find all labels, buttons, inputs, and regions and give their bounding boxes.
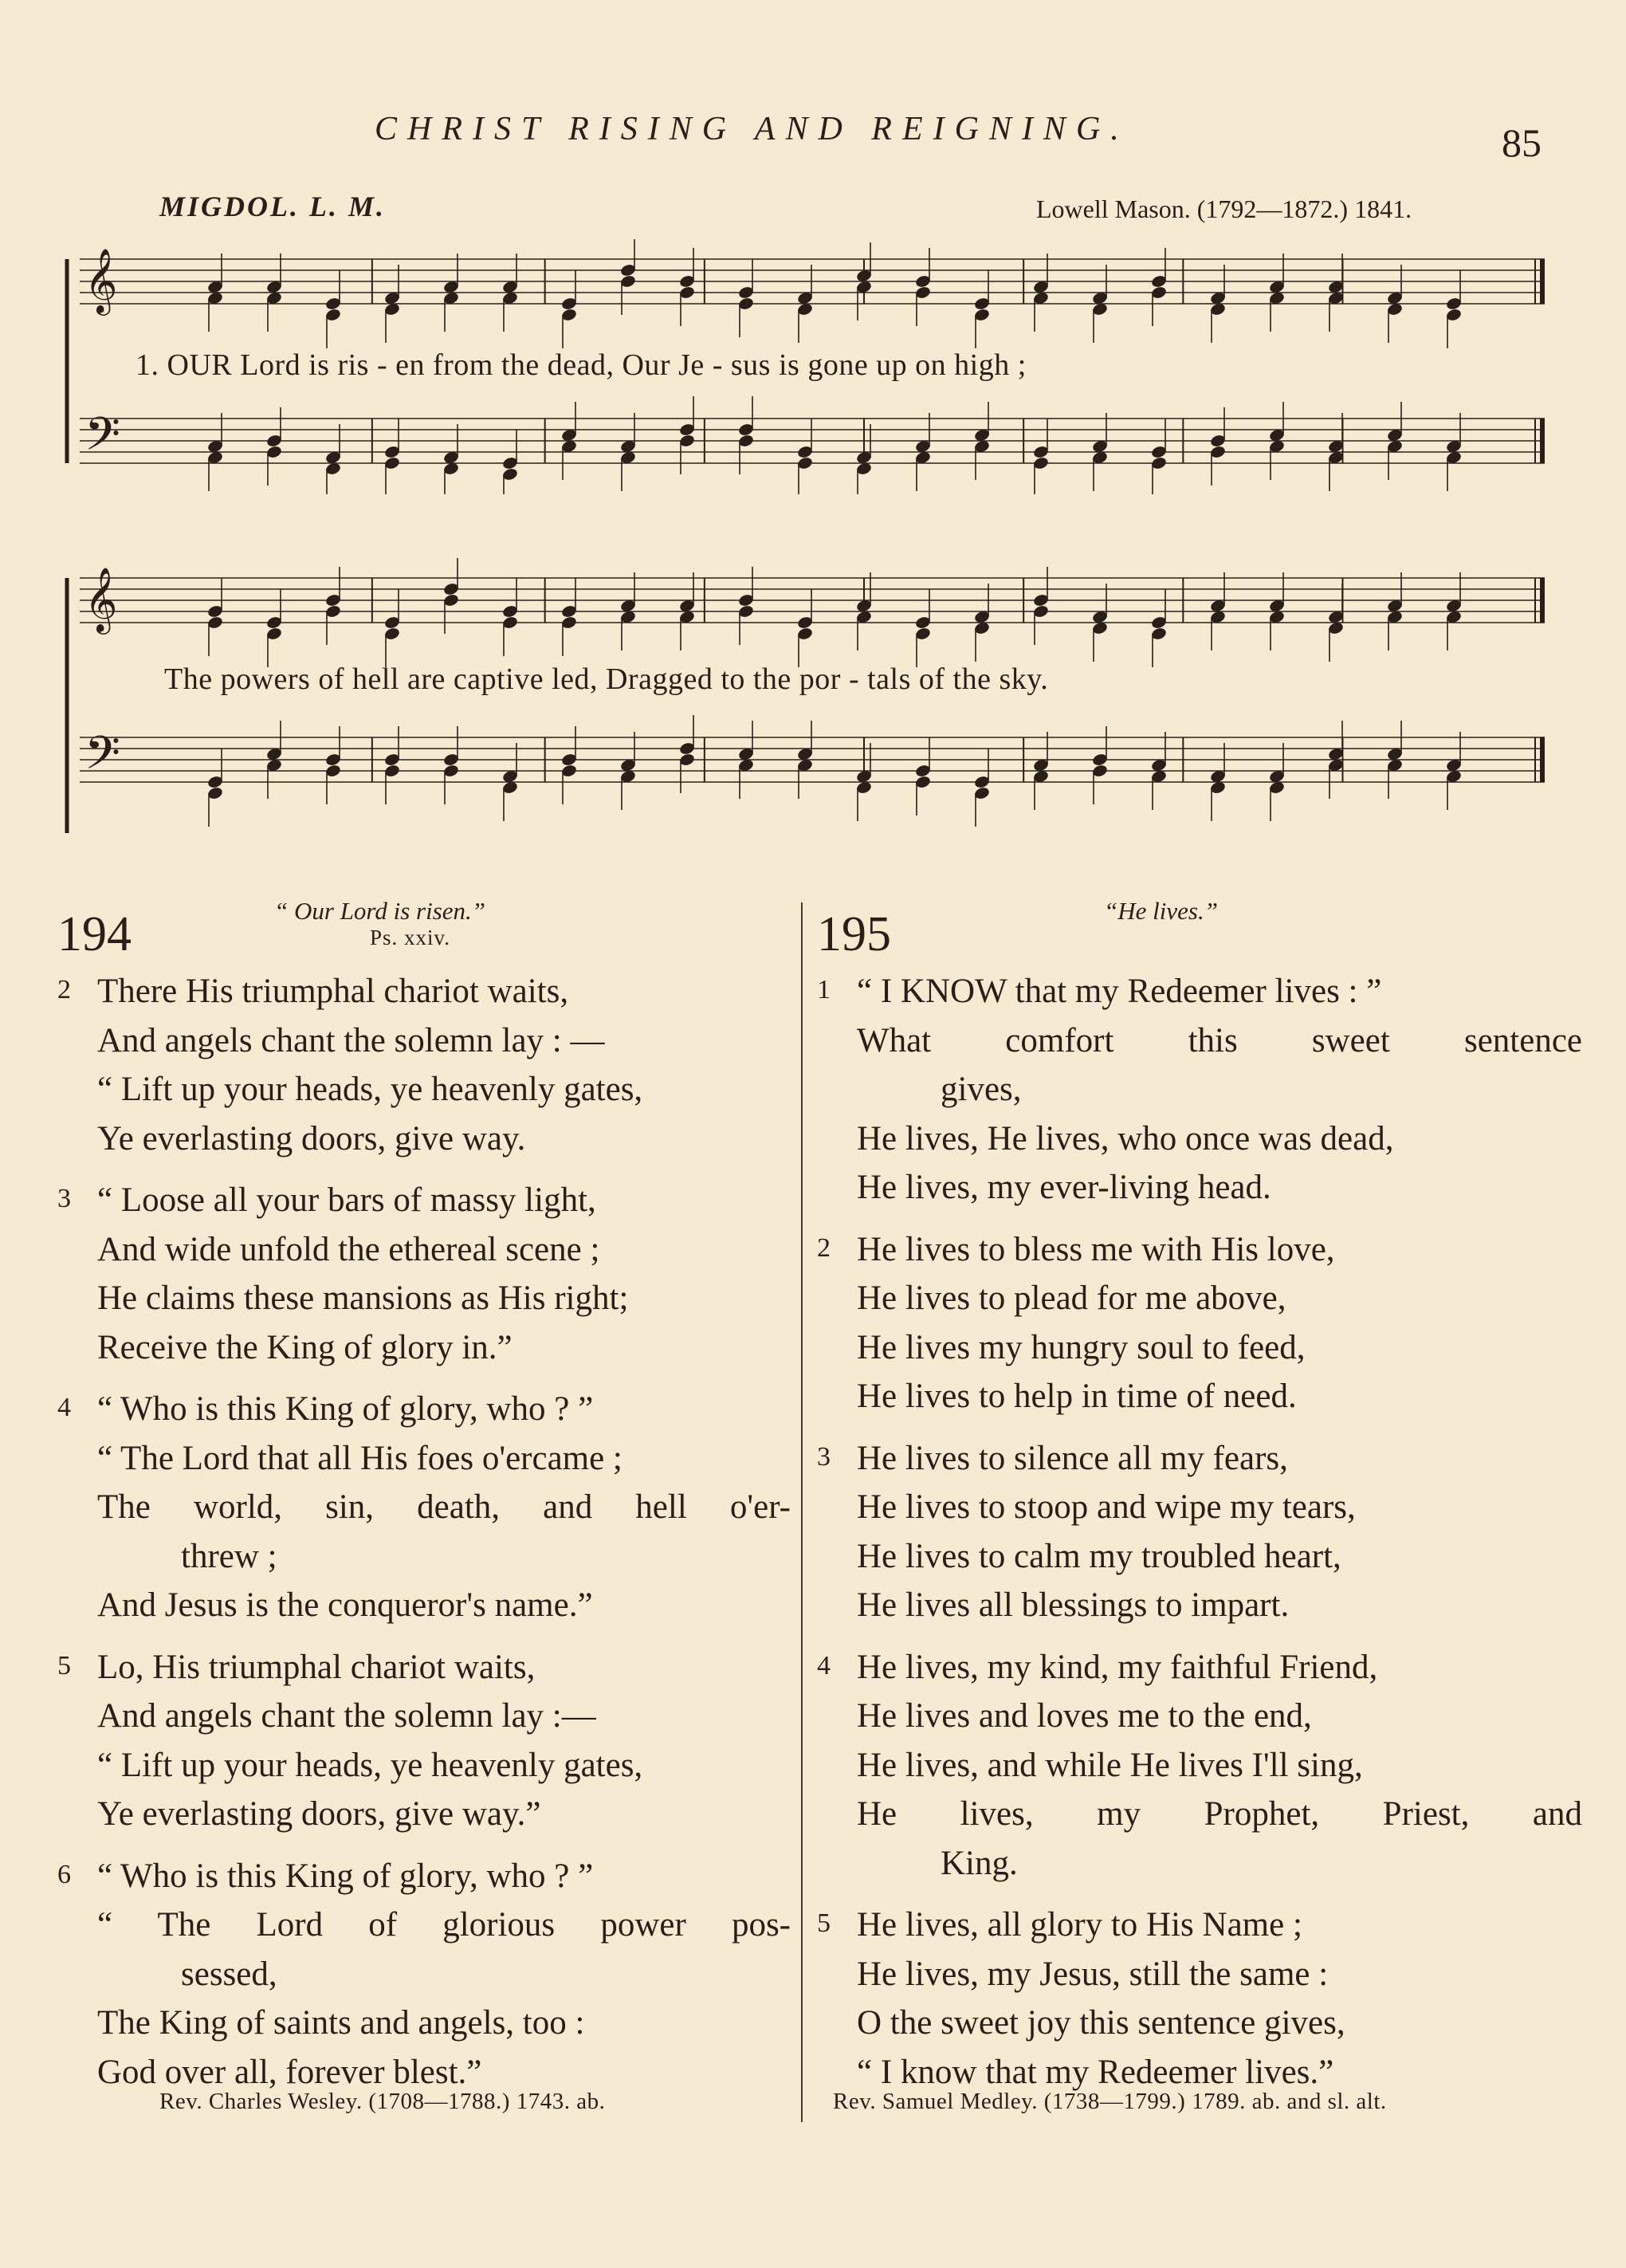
verse-line: He lives to bless me with His love, [857,1230,1335,1268]
verse-line: O the sweet joy this sentence gives, [857,2004,1345,2042]
verse [57,1643,791,1839]
staff [80,715,1545,827]
verse-number: 4 [57,1393,71,1422]
verse [57,967,791,1163]
verse-line: He lives, my Prophet, Priest, and [857,1795,1582,1833]
verse-line: He lives, my Jesus, still the same : [857,1955,1329,1993]
hymn-number: 195 [817,907,891,961]
verse-number: 3 [57,1184,71,1213]
music-system [62,239,1553,494]
verse-line: And angels chant the solemn lay :— [97,1697,596,1735]
staff [80,396,1545,494]
verse-list [817,967,1582,2109]
verse-line: He lives my hungry soul to feed, [857,1328,1306,1366]
verse-line: gives, [941,1071,1022,1108]
verse-number: 1 [817,975,831,1004]
running-title: CHRIST RISING AND REIGNING. [375,111,1129,147]
verse-line: “ Lift up your heads, ye heavenly gates, [97,1071,643,1108]
verse-line: What comfort this sweet sentence [857,1021,1582,1059]
verse-line: Ye everlasting doors, give way.” [97,1795,541,1833]
verse-line: “ The Lord of glorious power pos- [97,1906,791,1944]
verse-line: And wide unfold the ethereal scene ; [97,1230,600,1268]
hymn-title: “ Our Lord is risen.” [274,897,486,925]
verse-number: 2 [57,975,71,1004]
verse [817,1900,1582,2097]
verse-line: He lives and loves me to the end, [857,1697,1312,1735]
hymn-number: 194 [57,907,132,961]
page-number: 85 [1502,120,1542,165]
hymn-source: Ps. xxiv. [370,926,451,949]
verse-line: He lives all blessings to impart. [857,1586,1290,1624]
hymn-title: “He lives.” [1104,897,1218,925]
verse-line: Lo, His triumphal chariot waits, [97,1648,536,1686]
verse-line: He lives to plead for me above, [857,1279,1286,1317]
verse [817,1225,1582,1421]
clef-icon: 𝄢 [84,407,121,473]
verse-line: He lives to silence all my fears, [857,1439,1288,1477]
verse-line: The King of saints and angels, too : [97,2004,585,2042]
verse [817,1434,1582,1630]
staff [80,239,1545,348]
staff [80,558,1545,667]
verse-line: “ Who is this King of glory, who ? ” [97,1857,594,1895]
verse-line: threw ; [181,1537,277,1575]
verse-list [57,967,791,2109]
tune-composer: Lowell Mason. (1792—1872.) 1841. [1036,195,1412,223]
hymn-credit: Rev. Charles Wesley. (1708—1788.) 1743. ab. [159,2089,606,2114]
column-divider [801,902,803,2122]
verse [817,967,1582,1213]
verse-number: 5 [57,1650,71,1680]
verse [57,1385,791,1630]
clef-icon: 𝄞 [84,566,118,632]
verse-line: He lives, my kind, my faithful Friend, [857,1648,1378,1686]
music-staves [62,558,1553,853]
verse-line: He lives to help in time of need. [857,1378,1297,1415]
verse-line: “ The Lord that all His foes o'ercame ; [97,1439,623,1477]
verse-line: He lives, all glory to His Name ; [857,1906,1302,1944]
verse-number: 5 [817,1908,831,1938]
hymn-credit: Rev. Samuel Medley. (1738—1799.) 1789. ab. and sl. alt. [833,2089,1387,2114]
verse-line: “ Loose all your bars of massy light, [97,1181,596,1219]
verse-line: He lives, and while He lives I'll sing, [857,1746,1363,1784]
verse-line: Receive the King of glory in.” [97,1328,513,1366]
verse-line: And angels chant the solemn lay : — [97,1021,605,1059]
verse-line: He lives to calm my troubled heart, [857,1537,1341,1575]
verse-number: 4 [817,1650,831,1680]
verse-line: God over all, forever blest.” [97,2053,482,2091]
clef-icon: 𝄞 [84,247,118,313]
verse-line: “ Lift up your heads, ye heavenly gates, [97,1746,643,1784]
verse-line: The world, sin, death, and hell o'er- [97,1488,791,1526]
system-lyric: 1. OUR Lord is ris - en from the dead, Our Je - sus is gone up on high ; [136,348,1027,382]
verse-line: He lives to stoop and wipe my tears, [857,1488,1356,1526]
clef-icon: 𝄢 [84,725,121,792]
verse-line: Ye everlasting doors, give way. [97,1119,526,1158]
verse-line: And Jesus is the conqueror's name.” [97,1586,593,1624]
tune-name: MIGDOL. L. M. [159,191,387,222]
verse-line: sessed, [181,1955,277,1993]
verse-number: 3 [817,1441,831,1472]
verse-line: “ Who is this King of glory, who ? ” [97,1390,594,1428]
verse-number: 6 [57,1859,71,1889]
verse [57,1176,791,1372]
verse-line: King. [941,1844,1018,1882]
verse-line: He lives, my ever-living head. [857,1169,1271,1206]
verse [817,1643,1582,1889]
verse-line: There His triumphal chariot waits, [97,973,569,1010]
verse [57,1852,791,2097]
music-system [62,558,1553,853]
verse-number: 2 [817,1232,831,1263]
system-lyric: The powers of hell are captive led, Dragged to the por - tals of the sky. [164,662,1049,696]
verse-line: “ I KNOW that my Redeemer lives : ” [857,973,1382,1010]
verse-line: He lives, He lives, who once was dead, [857,1119,1394,1158]
verse-line: He claims these mansions as His right; [97,1279,629,1317]
verse-line: “ I know that my Redeemer lives.” [857,2053,1334,2091]
